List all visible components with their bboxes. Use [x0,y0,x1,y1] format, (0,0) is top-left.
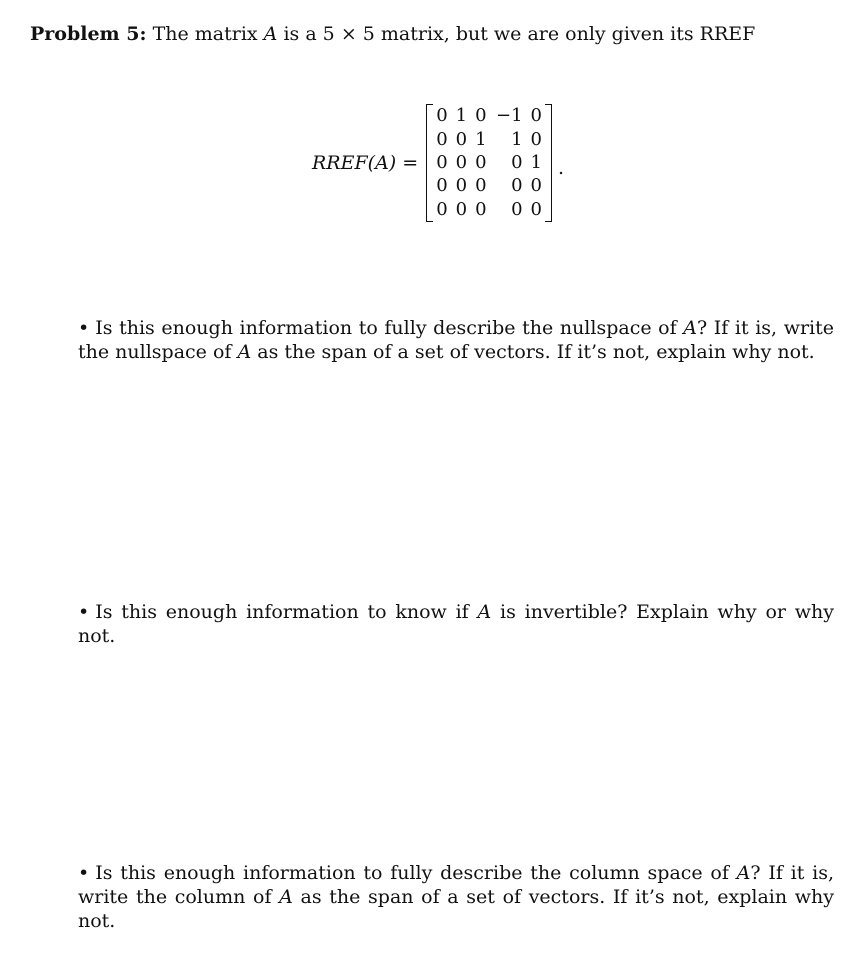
question-nullspace [78,316,834,364]
matrix-row [432,151,546,174]
matrix-cell: 1 [530,151,542,173]
matrix-row [432,198,546,221]
matrix-cell: 0 [475,105,487,127]
question-text: Is this enough information to know if [95,601,469,623]
matrix-cell: 0 [530,105,542,127]
matrix-cell: 0 [475,151,487,173]
question-text: Is this enough information to fully describe the nullspace of [95,317,677,339]
bullet: • [78,862,90,884]
question-text: is invertible? Explain why or why not. [78,601,834,647]
matrix-cell: 0 [455,175,468,197]
question-text: Is this enough information to fully describe the column space of [95,862,729,884]
rref-name: RREF [312,152,368,174]
matrix-cell: 0 [530,128,542,150]
question-text: ? If it is, write the nullspace of [78,317,834,363]
question-variable: A [237,341,252,363]
matrix-row [432,104,546,127]
matrix-cell: 0 [475,175,487,197]
question-column-space [78,861,834,933]
question-variable: A [477,601,492,623]
question-variable: A [683,317,697,339]
matrix-cell: 1 [511,128,523,150]
question-text: as the span of a set of vectors. If it’s not, explain why not. [257,341,815,363]
left-bracket [426,104,433,222]
matrix-cell: 0 [455,198,468,220]
matrix-row [432,127,546,150]
question-invertible [78,600,834,648]
matrix-cell: 1 [455,105,468,127]
problem-intro-before: The matrix [152,23,258,45]
matrix-cell: 0 [475,198,487,220]
rref-equation [312,104,564,222]
equation-lhs [312,152,418,174]
bullet: • [78,317,90,339]
problem-variable: A [263,23,278,45]
matrix-cell: 0 [436,198,448,220]
question-variable: A [736,862,751,884]
matrix-cell: −1 [496,105,523,127]
problem-label: Problem 5: [30,23,147,45]
question-variable: A [279,886,293,908]
question-text: ? If it is, write the column of [78,862,834,908]
matrix-cell: 0 [436,151,448,173]
rref-matrix [426,104,552,222]
matrix-row [432,174,546,197]
equals-sign: = [402,152,419,174]
matrix-cell: 0 [511,151,523,173]
matrix-table [432,104,546,221]
matrix-cell: 0 [530,198,542,220]
matrix-cell: 0 [511,175,523,197]
rref-arg: (A) [367,152,397,174]
problem-intro-after: is a 5 × 5 matrix, but we are only given its RREF [283,23,756,45]
matrix-cell: 0 [455,151,468,173]
matrix-cell: 0 [455,128,468,150]
matrix-cell: 0 [511,198,523,220]
right-bracket [545,104,552,222]
matrix-cell: 0 [436,105,448,127]
matrix-cell: 0 [436,175,448,197]
matrix-cell: 0 [436,128,448,150]
problem-heading [30,20,755,48]
matrix-cell: 0 [530,175,542,197]
matrix-cell: 1 [475,128,487,150]
bullet: • [78,601,90,623]
question-text: as the span of a set of vectors. If it’s not, explain why not. [78,886,834,932]
equation-period: . [558,157,565,179]
